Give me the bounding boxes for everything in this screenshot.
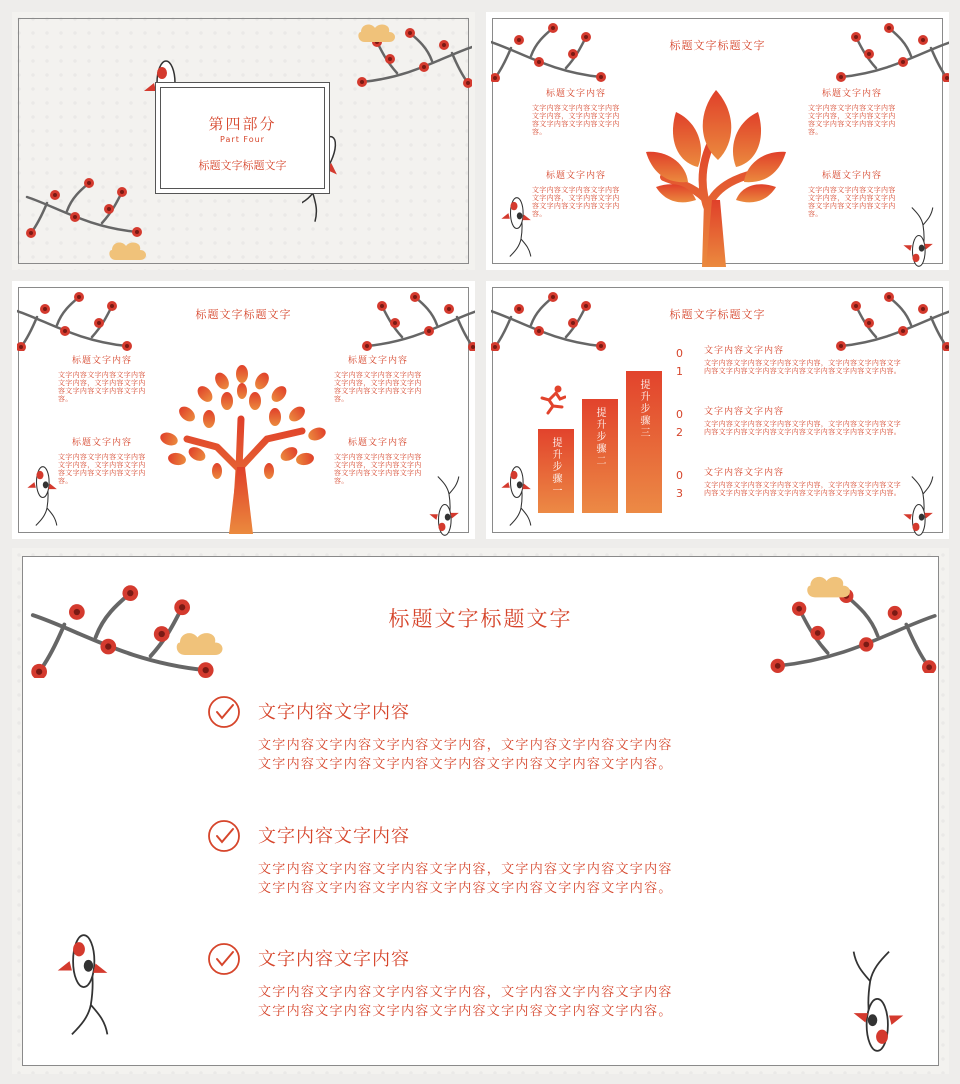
step-bar bbox=[582, 399, 618, 513]
item-body-line: 文字内容文字内容文字内容文字内容，文字内容文字内容文字内容 bbox=[258, 862, 673, 877]
cloud-icon bbox=[172, 630, 228, 660]
slide-leaf-tree bbox=[486, 12, 949, 270]
item-title: 文字内容文字内容 bbox=[258, 826, 410, 847]
slide-steps bbox=[486, 281, 949, 539]
section-body: 文字内容文字内容文字内容文字内容，文字内容文字内容文字内容文字内容文字内容。 bbox=[808, 104, 896, 136]
check-circle-icon bbox=[206, 818, 242, 854]
item-body-line: 文字内容文字内容文字内容文字内容文字内容文字内容文字内容。 bbox=[258, 1004, 673, 1019]
koi-fish-icon bbox=[494, 466, 534, 536]
item-title: 文字内容文字内容 bbox=[258, 949, 410, 970]
round-tree-icon bbox=[157, 359, 332, 534]
step-number: 0 1 bbox=[676, 347, 683, 378]
part-title: 第四部分 bbox=[208, 115, 277, 133]
cloud-icon bbox=[108, 240, 148, 264]
check-circle-icon bbox=[206, 941, 242, 977]
koi-fish-icon bbox=[837, 928, 927, 1058]
step-body: 文字内容文字内容文字内容文字内容，文字内容文字内容文字内容文字内容文字内容文字内容文字内容文字内容文字内容。 bbox=[704, 359, 902, 375]
slide-checklist bbox=[12, 548, 949, 1074]
check-circle-icon bbox=[206, 694, 242, 730]
running-person-icon bbox=[538, 385, 566, 415]
part-subtitle: Part Four bbox=[220, 135, 265, 144]
step-label: 提升步骤二 bbox=[594, 407, 605, 467]
step-number: 0 2 bbox=[676, 408, 683, 439]
koi-fish-icon bbox=[20, 466, 60, 536]
koi-fish-icon bbox=[422, 466, 462, 536]
section-heading: 标题文字内容 bbox=[546, 171, 607, 181]
section-body: 文字内容文字内容文字内容文字内容，文字内容文字内容文字内容文字内容文字内容。 bbox=[532, 104, 620, 136]
checklist-item bbox=[206, 941, 766, 1031]
slide-part-four bbox=[12, 12, 475, 270]
section-heading: 标题文字内容 bbox=[822, 171, 883, 181]
koi-fish-icon bbox=[494, 197, 534, 267]
section-heading: 标题文字内容 bbox=[72, 356, 133, 366]
section-body: 文字内容文字内容文字内容文字内容，文字内容文字内容文字内容文字内容文字内容。 bbox=[58, 453, 146, 485]
item-body-line: 文字内容文字内容文字内容文字内容文字内容文字内容文字内容。 bbox=[258, 881, 673, 896]
section-heading: 标题文字内容 bbox=[348, 356, 409, 366]
koi-fish-icon bbox=[896, 197, 936, 267]
item-body-line: 文字内容文字内容文字内容文字内容，文字内容文字内容文字内容 bbox=[258, 985, 673, 1000]
slide-title: 标题文字标题文字 bbox=[195, 308, 292, 321]
step-body: 文字内容文字内容文字内容文字内容，文字内容文字内容文字内容文字内容文字内容文字内容文字内容文字内容文字内容。 bbox=[704, 481, 902, 497]
section-heading: 标题文字内容 bbox=[72, 438, 133, 448]
section-heading: 标题文字内容 bbox=[822, 89, 883, 99]
checklist-item bbox=[206, 694, 766, 784]
title-box bbox=[155, 82, 330, 194]
step-number: 0 3 bbox=[676, 469, 683, 500]
koi-fish-icon bbox=[34, 928, 124, 1058]
step-body: 文字内容文字内容文字内容文字内容，文字内容文字内容文字内容文字内容文字内容文字内容文字内容文字内容文字内容。 bbox=[704, 420, 902, 436]
section-body: 文字内容文字内容文字内容文字内容，文字内容文字内容文字内容文字内容文字内容。 bbox=[334, 371, 422, 403]
item-body-line: 文字内容文字内容文字内容文字内容，文字内容文字内容文字内容 bbox=[258, 738, 673, 753]
item-body-line: 文字内容文字内容文字内容文字内容文字内容文字内容文字内容。 bbox=[258, 757, 673, 772]
cloud-icon bbox=[804, 574, 854, 602]
section-body: 文字内容文字内容文字内容文字内容，文字内容文字内容文字内容文字内容文字内容。 bbox=[808, 186, 896, 218]
item-title: 文字内容文字内容 bbox=[258, 702, 410, 723]
section-body: 文字内容文字内容文字内容文字内容，文字内容文字内容文字内容文字内容文字内容。 bbox=[58, 371, 146, 403]
step-title: 文字内容文字内容 bbox=[704, 468, 785, 478]
section-body: 文字内容文字内容文字内容文字内容，文字内容文字内容文字内容文字内容文字内容。 bbox=[532, 186, 620, 218]
slide-round-tree bbox=[12, 281, 475, 539]
step-label: 提升步骤一 bbox=[550, 437, 561, 497]
section-heading: 标题文字内容 bbox=[546, 89, 607, 99]
slide-title: 标题文字标题文字 bbox=[669, 308, 766, 321]
step-bar bbox=[538, 429, 574, 513]
section-body: 文字内容文字内容文字内容文字内容，文字内容文字内容文字内容文字内容文字内容。 bbox=[334, 453, 422, 485]
section-heading: 标题文字内容 bbox=[348, 438, 409, 448]
leaf-tree-icon bbox=[636, 82, 796, 267]
slide-title: 标题文字标题文字 bbox=[388, 607, 573, 631]
checklist-item bbox=[206, 818, 766, 908]
step-bar bbox=[626, 371, 662, 513]
koi-fish-icon bbox=[896, 466, 936, 536]
step-title: 文字内容文字内容 bbox=[704, 346, 785, 356]
part-caption: 标题文字标题文字 bbox=[198, 159, 287, 172]
step-label: 提升步骤三 bbox=[638, 379, 649, 439]
slide-title: 标题文字标题文字 bbox=[669, 39, 766, 52]
step-title: 文字内容文字内容 bbox=[704, 407, 785, 417]
cloud-icon bbox=[357, 22, 397, 46]
